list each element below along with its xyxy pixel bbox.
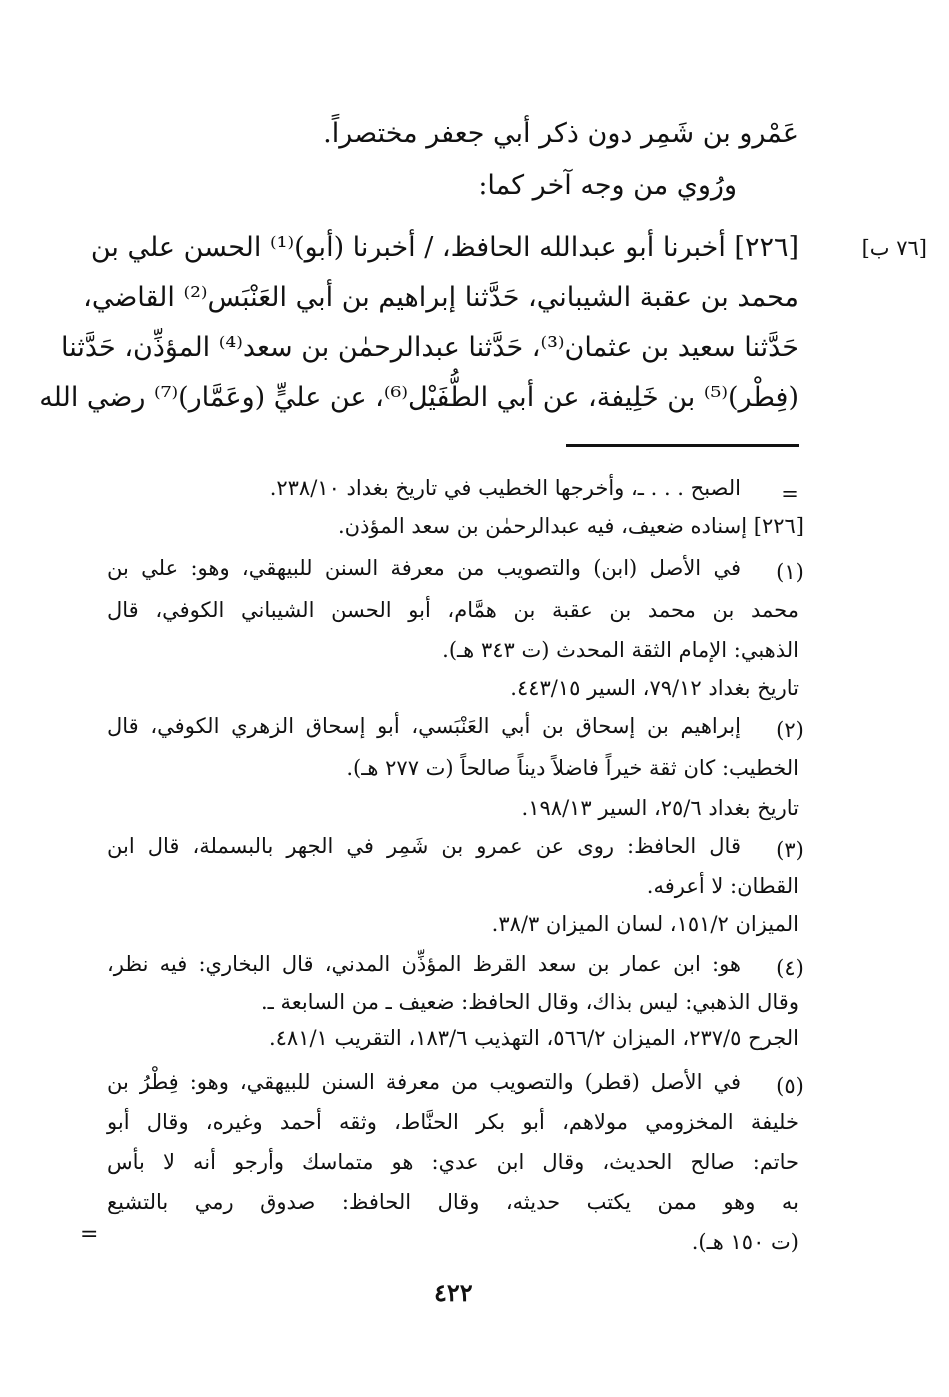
footnote-number: (٤) [776,956,804,980]
footnote-line: قال الحافظ: روى عن عمرو بن شَمِر في الجهر بالبسملة، قال ابن [107,834,741,858]
hadith-line: (فِطْر)⁽⁵⁾ بن خَلِيفة، عن أبي الطُّفَيْل⁽⁶⁾، عن عليٍّ (وعَمَّار)⁽⁷⁾ رضي الله [39,382,799,413]
footnote-line: خليفة المخزومي مولاهم، أبو بكر الحنَّاط، وثقه أحمد وغيره، وقال أبو [107,1110,799,1134]
footnote-number: (١) [776,560,804,584]
footnote-line: هو: ابن عمار بن سعد القرظ المؤذِّن المدني، قال البخاري: فيه نظر، [107,952,741,976]
footnote-line: تاريخ بغداد ٧٩/١٢، السير ٤٤٣/١٥. [510,676,799,700]
footnote-separator [566,444,799,447]
hadith-line: حَدَّثنا سعيد بن عثمان⁽³⁾، حَدَّثنا عبدالرحمٰن بن سعد⁽⁴⁾ المؤذِّن، حَدَّثنا [60,332,799,363]
footnote-line: الذهبي: الإمام الثقة المحدث (ت ٣٤٣ هـ). [442,638,799,662]
hadith-grading-note: [٢٢٦] إسناده ضعيف، فيه عبدالرحمٰن بن سعد المؤذن. [337,514,804,538]
footnote-line: به وهو ممن يكتب حديثه، وقال الحافظ: صدوق رمي بالتشيع [107,1190,799,1214]
footnote-line: في الأصل (ابن) والتصويب من معرفة السنن للبيهقي، وهو: علي بن [107,556,741,580]
footnote-line: وقال الذهبي: ليس بذاك، وقال الحافظ: ضعيف ـ من السابعة ـ. [260,990,799,1014]
footnote-line: في الأصل (قطر) والتصويب من معرفة السنن للبيهقي، وهو: فِطْرُ بن [107,1070,741,1094]
hadith-line: محمد بن عقبة الشيباني، حَدَّثنا إبراهيم بن أبي العَنْبَس⁽²⁾ القاضي، [83,282,799,313]
main-text-line: عَمْرو بن شَمِر دون ذكر أبي جعفر مختصراً. [323,118,799,149]
footnote-number: (٢) [776,718,804,742]
footnote-number: (٥) [776,1074,804,1098]
footnote-line: القطان: لا أعرفه. [646,874,799,898]
footnote-line: إبراهيم بن إسحاق بن أبي العَنْبَسي، أبو إسحاق الزهري الكوفي، قال [107,714,741,738]
continuation-mark: = [781,482,799,506]
footnote-line: الميزان ١٥١/٢، لسان الميزان ٣٨/٣. [491,912,799,936]
footnote-line: الخطيب: كان ثقة خيراً فاضلاً ديناً صالحاً (ت ٢٧٧ هـ). [346,756,799,780]
margin-folio-note: [٧٦ ب] [861,236,927,260]
footnote-continuation: الصبح . . . ـ، وأخرجها الخطيب في تاريخ بغداد ٢٣٨/١٠. [269,476,741,500]
continuation-mark: = [80,1222,99,1247]
footnote-line: الجرح ٢٣٧/٥، الميزان ٥٦٦/٢، التهذيب ١٨٣/٦، التقريب ٤٨١/١. [268,1026,799,1050]
main-text-line: ورُوي من وجه آخر كما: [478,170,737,201]
footnote-number: (٣) [776,838,804,862]
footnote-line: تاريخ بغداد ٢٥/٦، السير ١٩٨/١٣. [521,796,799,820]
hadith-line: [٢٢٦] أخبرنا أبو عبدالله الحافظ، / أخبرنا (أبو)⁽¹⁾ الحسن علي بن [90,232,799,263]
page-number: ٤٢٢ [434,1278,473,1307]
footnote-line: (ت ١٥٠ هـ). [691,1230,799,1254]
footnote-line: محمد بن محمد بن عقبة بن همَّام، أبو الحسن الشيباني الكوفي، قال [107,598,799,622]
footnote-line: حاتم: صالح الحديث، وقال ابن عدي: هو متماسك وأرجو أنه لا بأس [107,1150,799,1174]
